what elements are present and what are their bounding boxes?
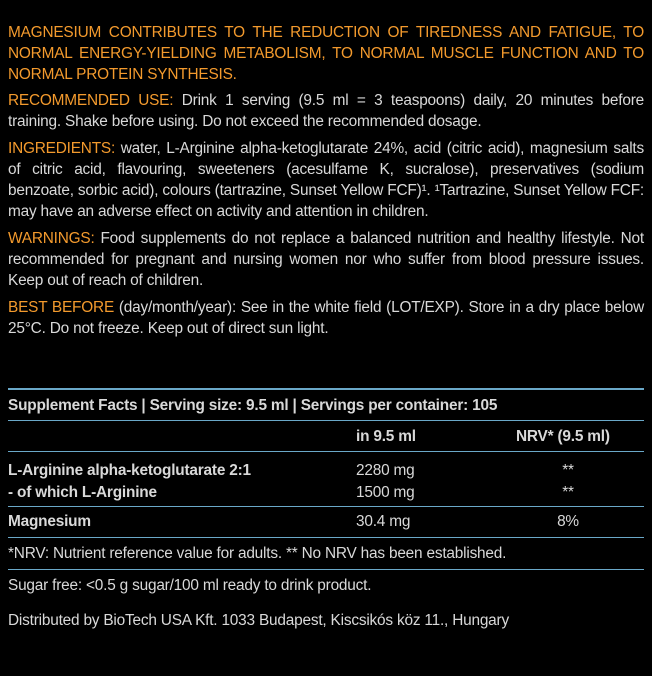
footnote-row <box>8 538 644 569</box>
ingredients <box>8 138 644 222</box>
distributor-note: Distributed by BioTech USA Kft. 1033 Budapest, Kiscsikós köz 11., Hungary <box>8 612 509 629</box>
table-title: Supplement Facts | Serving size: 9.5 ml | Servings per container: 105 <box>8 397 498 414</box>
recommended-use-text: Drink 1 serving (9.5 ml = 3 teaspoons) daily, 20 minutes before training. Shake before using. Do not exceed the recommended dosage. <box>8 92 644 130</box>
ingredients-label: INGREDIENTS: <box>8 140 116 157</box>
table-title-row <box>8 390 644 420</box>
row-nrv: ** <box>562 462 574 479</box>
warnings-text: Food supplements do not replace a balanced nutrition and healthy lifestyle. Not recommended for pregnant and nursing women nor who suffer from blood pressure issues. Keep out of reach of children. <box>8 230 644 289</box>
row-amount: 1500 mg <box>356 484 415 501</box>
supplement-facts-table <box>8 388 644 640</box>
warnings-label: WARNINGS: <box>8 230 95 247</box>
best-before <box>8 297 644 339</box>
best-before-text: (day/month/year): See in the white field (LOT/EXP). Store in a dry place below 25°C. Do not freeze. Keep out of direct sun light. <box>8 299 645 337</box>
sugar-row <box>8 570 644 600</box>
sugar-note: Sugar free: <0.5 g sugar/100 ml ready to drink product. <box>8 577 372 594</box>
row-nrv: 8% <box>557 513 579 530</box>
recommended-use <box>8 90 644 132</box>
ingredients-text: water, L-Arginine alpha-ketoglutarate 24%, acid (citric acid), magnesium salts of citric acid, flavouring, sweeteners (acesulfame K, sucralose), preservatives (sodium benzoate, sorbic acid), colours (tartrazine, Sunset Yellow FCF)¹. ¹Tartrazine, Sunset Yellow FCF: may have an adverse effect on activity and attention in children. <box>8 140 644 220</box>
row-name: L-Arginine alpha-ketoglutarate 2:1 <box>8 462 251 479</box>
row-name: - of which L-Arginine <box>8 484 157 501</box>
table-header-row <box>8 421 644 451</box>
column-header-nrv: NRV* (9.5 ml) <box>516 428 610 445</box>
health-claim: MAGNESIUM CONTRIBUTES TO THE REDUCTION OF TIREDNESS AND FATIGUE, TO NORMAL ENERGY-YIELDING METABOLISM, TO NORMAL MUSCLE FUNCTION AND TO NORMAL PROTEIN SYNTHESIS. <box>8 24 644 83</box>
row-amount: 30.4 mg <box>356 513 411 530</box>
row-amount: 2280 mg <box>356 462 415 479</box>
row-name: Magnesium <box>8 513 91 530</box>
recommended-use-label: RECOMMENDED USE: <box>8 92 174 109</box>
table-row <box>8 452 644 479</box>
nrv-footnote: *NRV: Nutrient reference value for adults. ** No NRV has been established. <box>8 545 507 562</box>
label-text-block <box>8 22 644 345</box>
best-before-label: BEST BEFORE <box>8 299 115 316</box>
table-row <box>8 476 644 506</box>
distributor-row <box>8 600 644 640</box>
warnings <box>8 228 644 291</box>
row-nrv: ** <box>562 484 574 501</box>
table-row <box>8 507 644 537</box>
column-header-amount: in 9.5 ml <box>356 428 416 445</box>
